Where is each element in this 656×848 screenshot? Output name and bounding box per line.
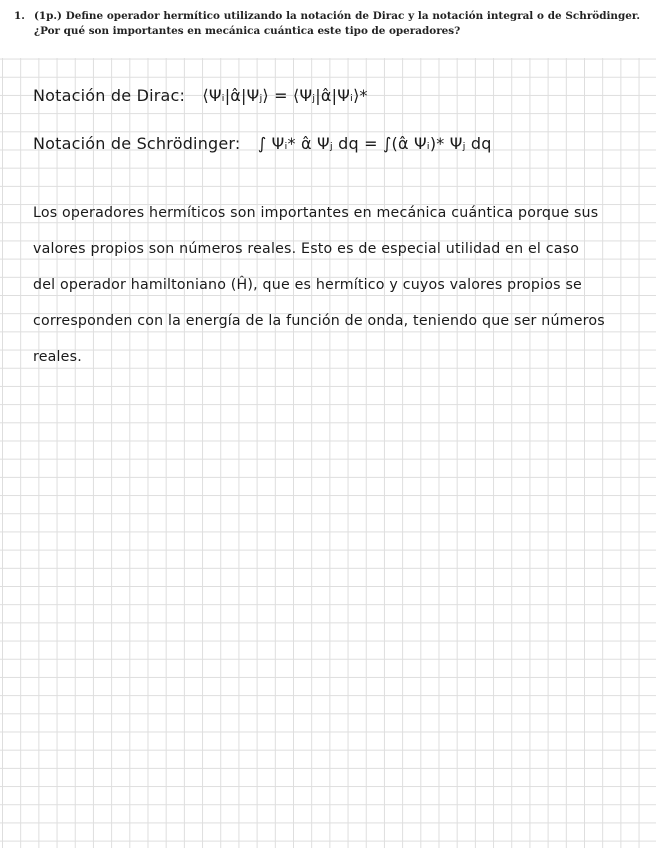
question-points: (1p.): [34, 10, 62, 22]
explanation-line: [33, 349, 82, 365]
explanation-line: [33, 313, 605, 329]
explanation-text-5: reales.: [33, 349, 82, 365]
explanation-text-3: del operador hamiltoniano (Ĥ), que es hermítico y cuyos valores propios se: [33, 277, 582, 293]
explanation-line: [33, 241, 579, 257]
explanation-line: [33, 277, 582, 293]
question-number: 1.: [14, 10, 25, 22]
explanation-text-2: valores propios son números reales. Esto es de especial utilidad en el caso: [33, 241, 580, 257]
schrodinger-label: Notación de Schrödinger:: [33, 134, 241, 153]
explanation-line: [33, 205, 598, 221]
dirac-formula: ⟨Ψᵢ|α̂|Ψⱼ⟩ = ⟨Ψⱼ|α̂|Ψᵢ⟩*: [202, 86, 368, 105]
question-block: [0, 0, 656, 58]
dirac-line: [33, 86, 368, 105]
explanation-text-1: Los operadores hermíticos son importantes en mecánica cuántica porque sus: [33, 205, 599, 221]
schrodinger-formula: ∫ Ψᵢ* α̂ Ψⱼ dq = ∫(α̂ Ψᵢ)* Ψⱼ dq: [257, 134, 492, 153]
question-statement: [14, 9, 640, 39]
explanation-text-4: corresponden con la energía de la función de onda, teniendo que ser números: [33, 313, 605, 329]
schrodinger-line: [33, 134, 492, 153]
question-text-wrapper: [34, 9, 640, 39]
question-text: Define operador hermítico utilizando la notación de Dirac y la notación integral o de Schrödinger. ¿Por qué son importantes en mecánica cuántica este tipo de operadores?: [34, 10, 641, 37]
dirac-label: Notación de Dirac:: [33, 86, 186, 105]
